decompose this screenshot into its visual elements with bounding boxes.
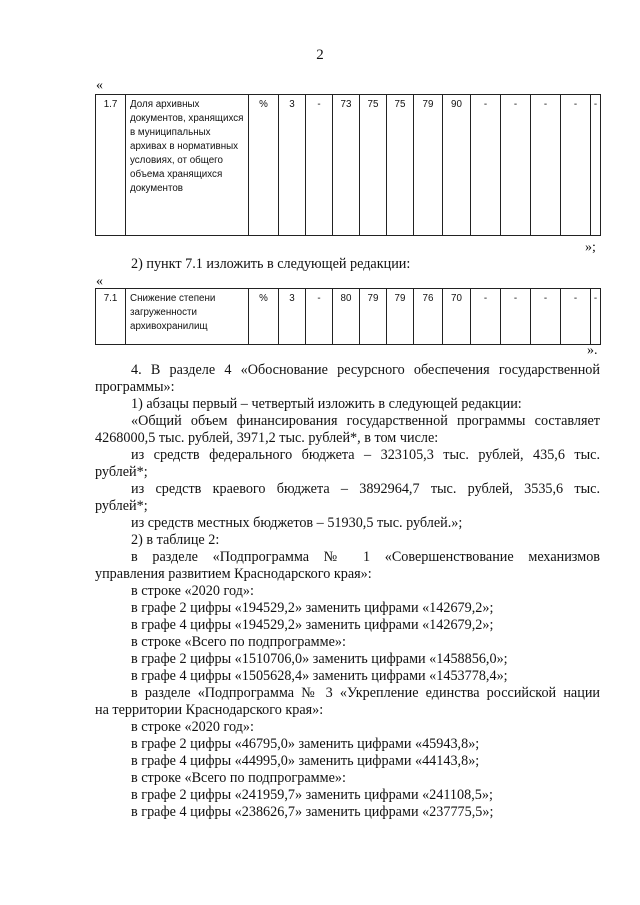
body-line: 4268000,5 тыс. рублей, 3971,2 тыс. рублей*, в том числе: — [95, 430, 439, 446]
body-line: в строке «Всего по подпрограмме»: — [131, 634, 346, 650]
value-cell: - — [591, 289, 601, 345]
body-line: рублей*; — [95, 498, 148, 514]
table-row-number: 1.7 — [96, 95, 126, 236]
value-cell: - — [591, 95, 601, 236]
body-line: в графе 4 цифры «44995,0» заменить цифрами «44143,8»; — [131, 753, 480, 769]
body-line: в графе 4 цифры «1505628,4» заменить цифрами «1453778,4»; — [131, 668, 508, 684]
value-cell: 76 — [414, 289, 443, 345]
table-row-number: 7.1 — [96, 289, 126, 345]
open-quote-1: « — [96, 78, 103, 93]
body-line: программы»: — [95, 379, 175, 395]
value-cell: 3 — [279, 289, 306, 345]
body-line: в строке «2020 год»: — [131, 719, 254, 735]
value-cell: - — [501, 95, 531, 236]
body-line: управления развитием Краснодарского края»: — [95, 566, 372, 582]
value-cell: 75 — [387, 95, 414, 236]
body-line: 1) абзацы первый – четвертый изложить в следующей редакции: — [131, 396, 522, 412]
indicator-name: Снижение степени загруженности архивохранилищ — [126, 289, 249, 345]
body-line: 4. В разделе 4 «Обоснование ресурсного обеспечения государственной — [131, 362, 600, 378]
value-cell: 3 — [279, 95, 306, 236]
unit-cell: % — [249, 95, 279, 236]
body-line: в графе 4 цифры «194529,2» заменить цифрами «142679,2»; — [131, 617, 494, 633]
value-cell: - — [561, 95, 591, 236]
body-line: в графе 2 цифры «194529,2» заменить цифрами «142679,2»; — [131, 600, 494, 616]
value-cell: - — [306, 95, 333, 236]
value-cell: 79 — [414, 95, 443, 236]
value-cell: 79 — [360, 289, 387, 345]
body-line: из средств краевого бюджета – 3892964,7 тыс. рублей, 3535,6 тыс. — [131, 481, 600, 497]
body-line: «Общий объем финансирования государственной программы составляет — [131, 413, 600, 429]
value-cell: 79 — [387, 289, 414, 345]
item-2-heading: 2) пункт 7.1 изложить в следующей редакции: — [131, 256, 411, 272]
value-cell: - — [501, 289, 531, 345]
value-cell: 75 — [360, 95, 387, 236]
value-cell: - — [471, 289, 501, 345]
value-cell: - — [531, 289, 561, 345]
body-line: в графе 2 цифры «46795,0» заменить цифрами «45943,8»; — [131, 736, 480, 752]
value-cell: - — [306, 289, 333, 345]
indicator-table-1-7 — [95, 94, 601, 236]
body-line: в графе 2 цифры «1510706,0» заменить цифрами «1458856,0»; — [131, 651, 508, 667]
body-line: из средств федерального бюджета – 323105,3 тыс. рублей, 435,6 тыс. — [131, 447, 600, 463]
body-line: в графе 2 цифры «241959,7» заменить цифрами «241108,5»; — [131, 787, 493, 803]
value-cell: - — [471, 95, 501, 236]
unit-cell: % — [249, 289, 279, 345]
body-line: в строке «2020 год»: — [131, 583, 254, 599]
indicator-name: Доля архивных документов, хранящихся в муниципальных архивах в нормативных условиях, от общего объема хранящихся документов — [126, 95, 249, 236]
body-line: в строке «Всего по подпрограмме»: — [131, 770, 346, 786]
body-line: из средств местных бюджетов – 51930,5 тыс. рублей.»; — [131, 515, 463, 531]
open-quote-2: « — [96, 274, 103, 289]
page-number: 2 — [316, 47, 324, 63]
body-line: рублей*; — [95, 464, 148, 480]
body-line: в разделе «Подпрограмма № 3 «Укрепление единства российской нации — [131, 685, 600, 701]
body-line: на территории Краснодарского края»: — [95, 702, 324, 718]
value-cell: 90 — [443, 95, 471, 236]
value-cell: 70 — [443, 289, 471, 345]
indicator-table-7-1 — [95, 288, 601, 345]
value-cell: - — [531, 95, 561, 236]
body-line: в графе 4 цифры «238626,7» заменить цифрами «237775,5»; — [131, 804, 494, 820]
body-line: 2) в таблице 2: — [131, 532, 220, 548]
value-cell: 73 — [333, 95, 360, 236]
value-cell: 80 — [333, 289, 360, 345]
value-cell: - — [561, 289, 591, 345]
body-line: в разделе «Подпрограмма № 1 «Совершенствование механизмов — [131, 549, 600, 565]
close-quote-2: ». — [587, 343, 598, 358]
close-quote-1: »; — [585, 240, 596, 255]
